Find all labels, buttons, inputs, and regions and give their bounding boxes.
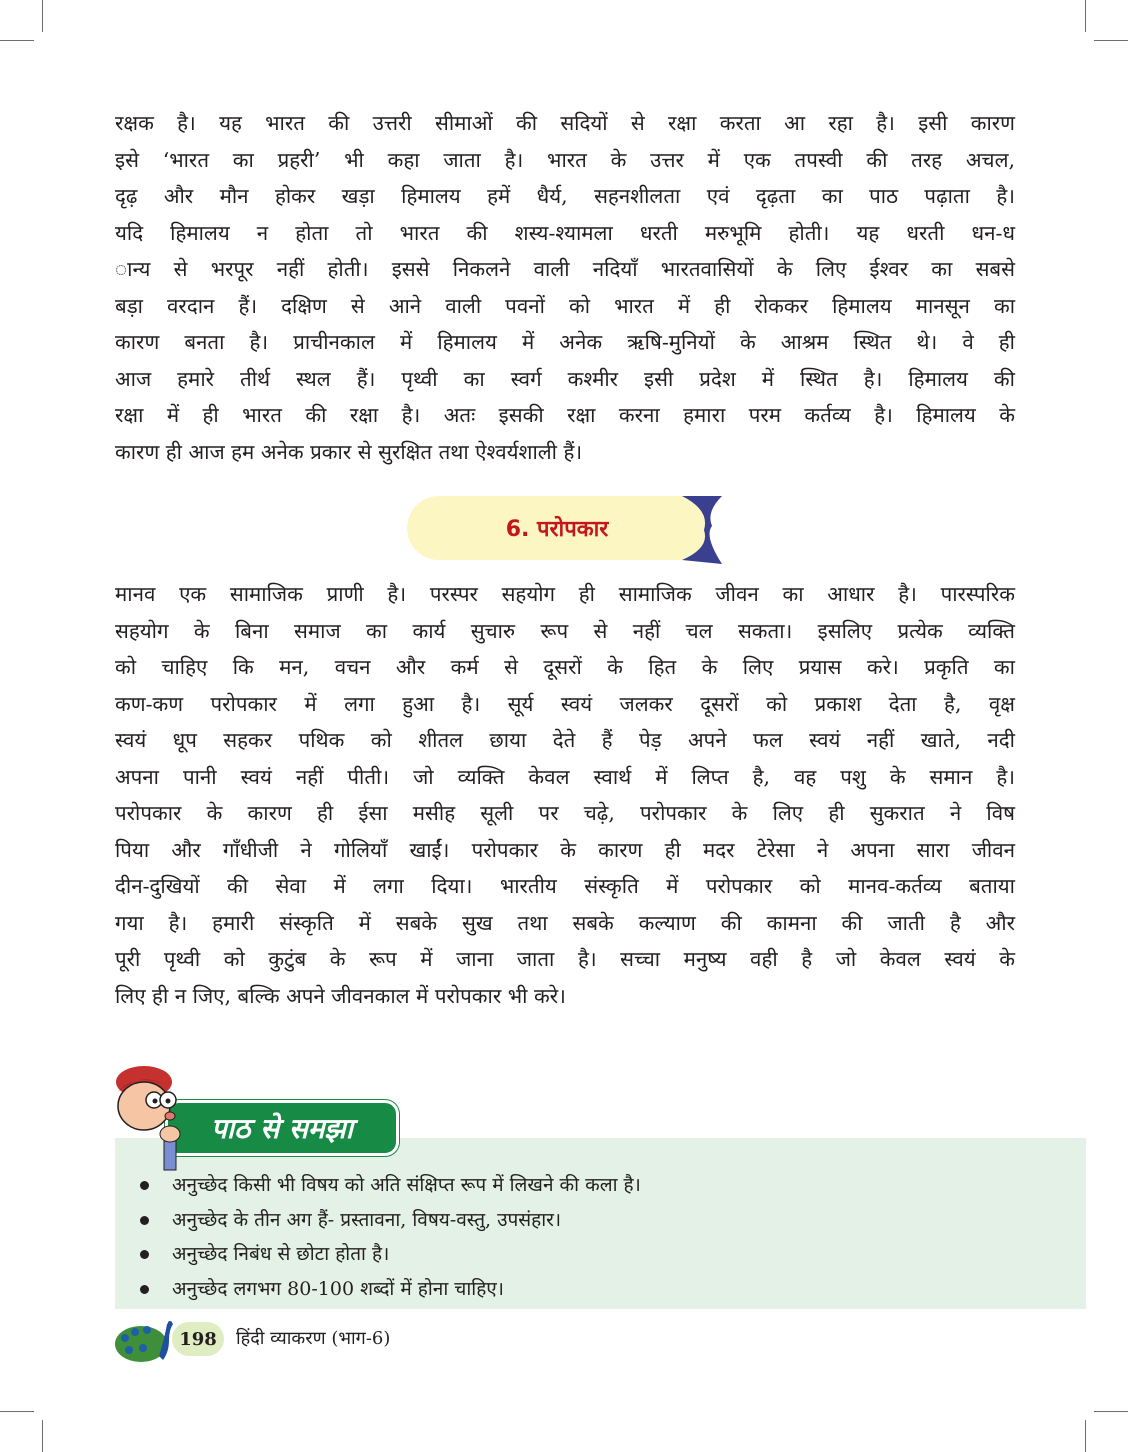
paragraph-line: कारण बनता है। प्राचीनकाल में हिमालय में अनेक ऋषि-मुनियों के आश्रम स्थित थे। वे ही — [115, 330, 1015, 354]
summary-point — [140, 1237, 641, 1272]
paragraph-line: रक्षक है। यह भारत की उत्तरी सीमाओं की सदियों से रक्षा करता आ रहा है। इसी कारण — [115, 111, 1015, 135]
peacock-icon — [115, 1316, 175, 1366]
paragraph-line: को चाहिए कि मन, वचन और कर्म से दूसरों के हित के लिए प्रयास करे। प्रकृति का — [115, 655, 1015, 679]
summary-list — [140, 1168, 641, 1306]
crop-mark — [1085, 0, 1086, 32]
paragraph-line: दृढ़ और मौन होकर खड़ा हिमालय हमें धैर्य, सहनशीलता एवं दृढ़ता का पाठ पढ़ाता है। — [115, 184, 1015, 208]
summary-point-text: अनुच्छेद लगभग 80-100 शब्दों में होना चाहिए। — [172, 1277, 504, 1300]
crop-mark — [42, 1420, 43, 1452]
summary-point — [140, 1272, 641, 1307]
crop-mark — [1094, 40, 1128, 41]
summary-point-text: अनुच्छेद निबंध से छोटा होता है। — [172, 1243, 390, 1265]
paragraph-line: पिया और गाँधीजी ने गोलियाँ खाईं। परोपकार के कारण ही मदर टेरेसा ने अपना सारा जीवन — [115, 837, 1015, 862]
paragraph-line: कारण ही आज हम अनेक प्रकार से सुरक्षित तथा ऐश्वर्यशाली हैं। — [115, 439, 583, 464]
paragraph-line: सहयोग के बिना समाज का कार्य सुचारु रूप से नहीं चल सकता। इसलिए प्रत्येक व्यक्ति — [115, 618, 1015, 643]
paragraph-line: मानव एक सामाजिक प्राणी है। परस्पर सहयोग ही सामाजिक जीवन का आधार है। पारस्परिक — [115, 582, 1015, 606]
paragraph-line: दीन-दुखियों की सेवा में लगा दिया। भारतीय संस्कृति में परोपकार को मानव-कर्तव्य बताया — [115, 874, 1015, 898]
summary-point — [140, 1203, 641, 1238]
crop-mark — [1094, 1411, 1128, 1412]
paragraph-line: बड़ा वरदान हैं। दक्षिण से आने वाली पवनों को भारत में ही रोककर हिमालय मानसून का — [115, 293, 1015, 318]
crop-mark — [0, 40, 34, 41]
summary-point-text: अनुच्छेद के तीन अग हैं- प्रस्तावना, विषय-वस्तु, उपसंहार। — [172, 1208, 562, 1231]
paragraph-line: अपना पानी स्वयं नहीं पीती। जो व्यक्ति केवल स्वार्थ में लिप्त है, वह पशु के समान है। — [115, 764, 1015, 789]
bullet-icon — [140, 1181, 149, 1190]
paragraph-line: परोपकार के कारण ही ईसा मसीह सूली पर चढ़े, परोपकार के लिए ही सुकरात ने विष — [115, 801, 1015, 825]
paragraph-line: कण-कण परोपकार में लगा हुआ है। सूर्य स्वयं जलकर दूसरों को प्रकाश देता है, वृक्ष — [115, 691, 1015, 716]
cartoon-boy-icon — [110, 1062, 190, 1174]
paragraph-line: आज हमारे तीर्थ स्थल हैं। पृथ्वी का स्वर्ग कश्मीर इसी प्रदेश में स्थित है। हिमालय की — [115, 366, 1015, 391]
heading-ribbon-icon — [682, 496, 727, 564]
summary-title: पाठ से समझा — [165, 1100, 399, 1156]
paragraph-line: यदि हिमालय न होता तो भारत की शस्य-श्यामला धरती मरुभूमि होती। यह धरती धन-ध — [115, 220, 1015, 245]
page-number: 198 — [172, 1322, 224, 1356]
paragraph-line: लिए ही न जिए, बल्कि अपने जीवनकाल में परोपकार भी करे। — [115, 983, 566, 1008]
book-title: हिंदी व्याकरण (भाग-6) — [236, 1328, 391, 1349]
crop-mark — [0, 1411, 34, 1412]
summary-point-text: अनुच्छेद किसी भी विषय को अति संक्षिप्त रूप में लिखने की कला है। — [172, 1174, 641, 1196]
bullet-icon — [140, 1250, 149, 1259]
paragraph-line: रक्षा में ही भारत की रक्षा है। अतः इसकी रक्षा करना हमारा परम कर्तव्य है। हिमालय के — [115, 403, 1015, 427]
section-heading — [407, 496, 727, 564]
paropkar-paragraph — [115, 576, 1015, 1014]
crop-mark — [1085, 1420, 1086, 1452]
section-heading-title: 6. परोपकार — [407, 496, 707, 560]
paragraph-line: स्वयं धूप सहकर पथिक को शीतल छाया देते हैं पेड़ अपने फल स्वयं नहीं खाते, नदी — [115, 728, 1015, 752]
paragraph-line: पूरी पृथ्वी को कुटुंब के रूप में जाना जाता है। सच्चा मनुष्य वही है जो केवल स्वयं के — [115, 947, 1015, 971]
paragraph-line: ान्य से भरपूर नहीं होती। इससे निकलने वाली नदियाँ भारतवासियों के लिए ईश्वर का सबसे — [115, 257, 1015, 281]
paragraph-line: गया है। हमारी संस्कृति में सबके सुख तथा सबके कल्याण की कामना की जाती है और — [115, 910, 1015, 935]
paragraph-line: इसे ‘भारत का प्रहरी’ भी कहा जाता है। भारत के उत्तर में एक तपस्वी की तरह अचल, — [115, 147, 1015, 172]
bullet-icon — [140, 1216, 149, 1225]
summary-point — [140, 1168, 641, 1203]
bullet-icon — [140, 1285, 149, 1294]
himalaya-paragraph — [115, 105, 1015, 470]
crop-mark — [42, 0, 43, 32]
